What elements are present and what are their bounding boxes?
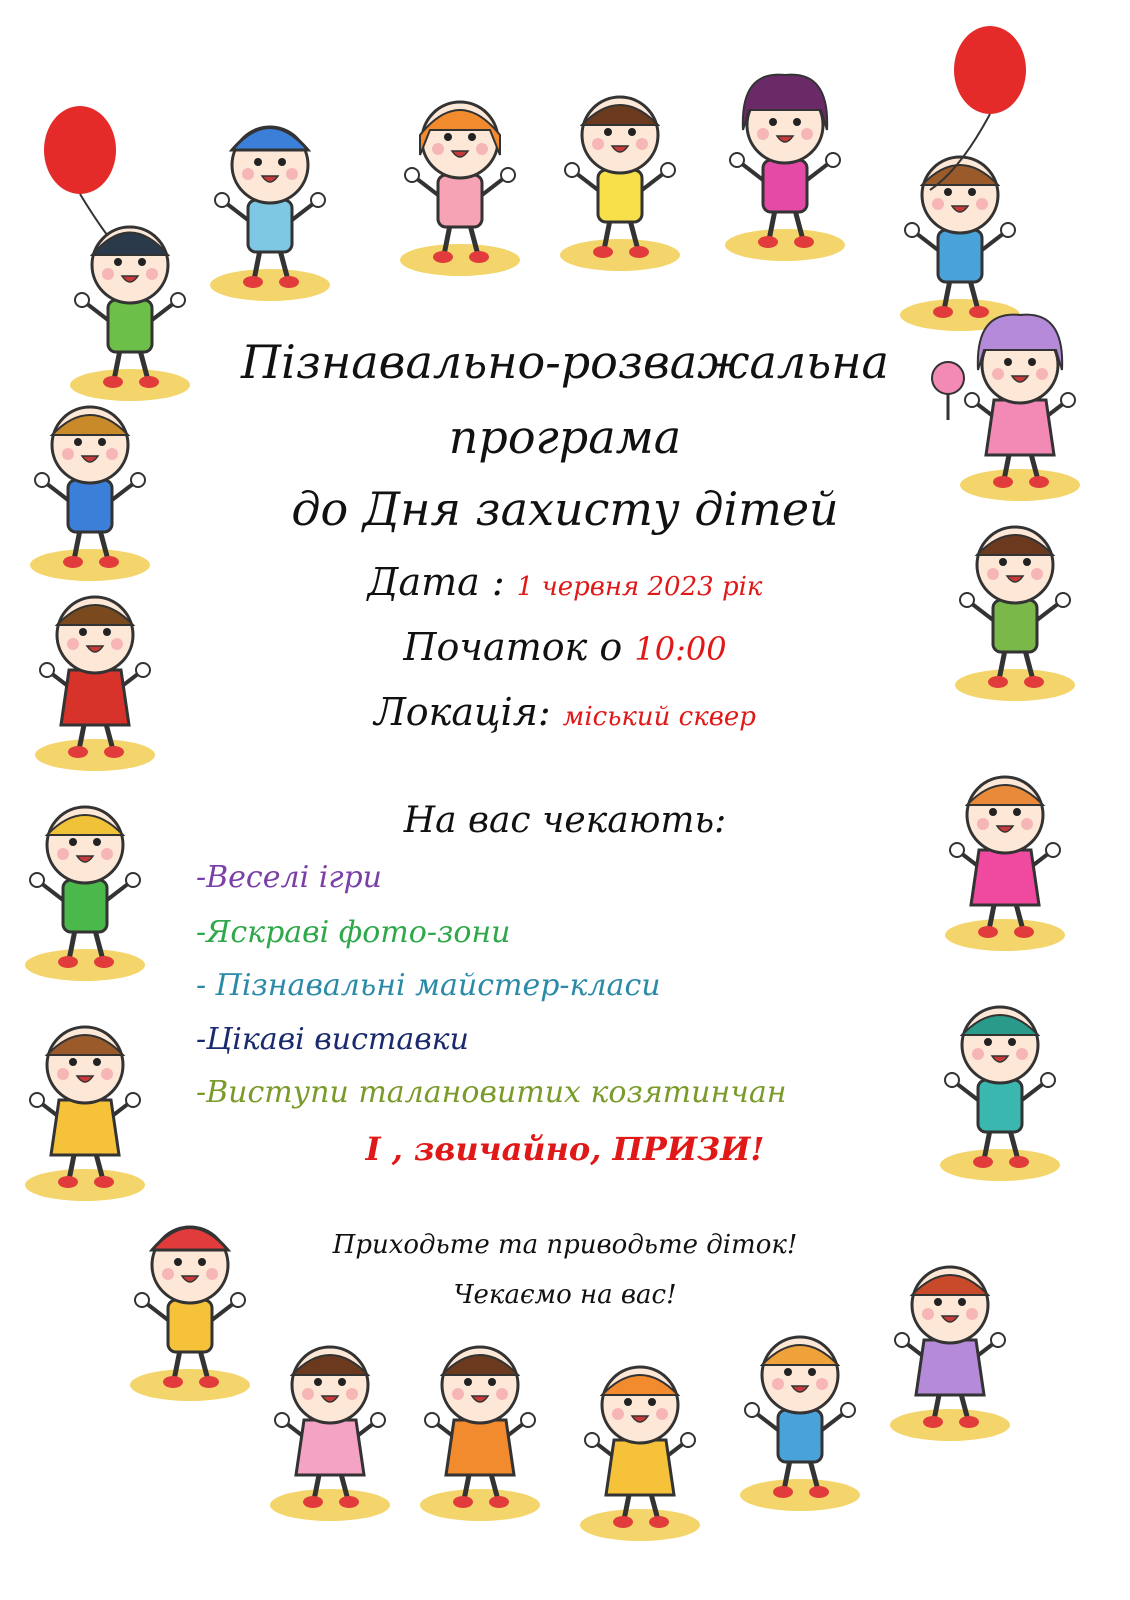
activity-item: -Виступи талановитих козятинчан: [196, 1075, 787, 1110]
closing-line-2: Чекаємо на вас!: [453, 1280, 677, 1310]
start-row: [0, 625, 1130, 669]
title-line-2: програма: [448, 410, 682, 464]
activity-item: -Яскраві фото-зони: [196, 915, 511, 950]
closing-line-1: Приходьте та приводьте діток!: [332, 1230, 798, 1260]
date-row: [0, 560, 1130, 604]
await-heading: На вас чекають:: [403, 800, 727, 841]
location-label: Локація:: [374, 690, 551, 734]
location-row: [0, 690, 1130, 734]
title-line-3: до Дня захисту дітей: [291, 482, 839, 536]
start-time: 10:00: [634, 630, 727, 668]
title-line-1: Пізнавально-розважальна: [241, 335, 889, 389]
date-value: 1 червня 2023 рік: [516, 572, 763, 602]
start-label: Початок о: [403, 625, 623, 669]
location-value: міський сквер: [562, 702, 756, 732]
activity-item: -Цікаві виставки: [196, 1022, 469, 1057]
activity-item: - Пізнавальні майстер-класи: [196, 968, 661, 1003]
prizes-line: І , звичайно, ПРИЗИ!: [365, 1130, 765, 1168]
activity-item: -Веселі ігри: [196, 860, 383, 895]
date-label: Дата :: [367, 560, 505, 604]
